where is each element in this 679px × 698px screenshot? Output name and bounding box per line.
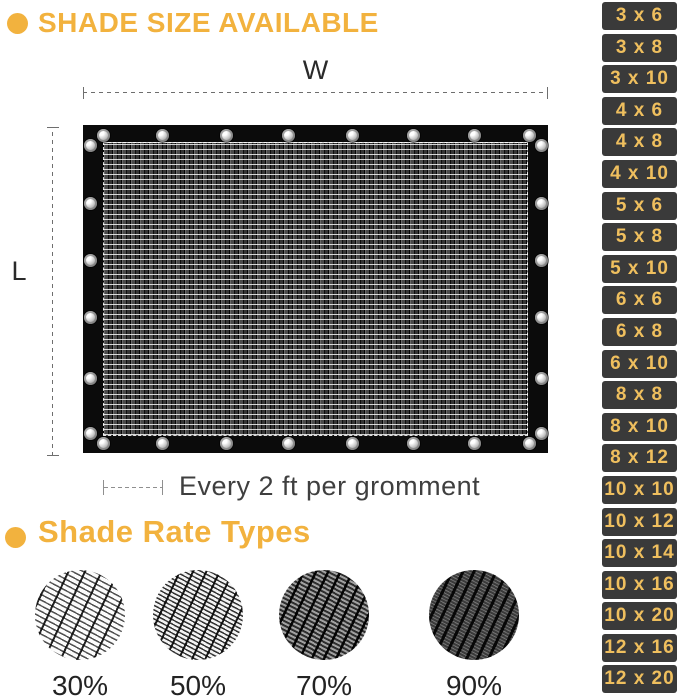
grommet-icon — [535, 311, 548, 324]
size-badge: 10 x 10 — [602, 476, 677, 504]
grommet-icon — [282, 129, 295, 142]
grommet-icon — [535, 372, 548, 385]
grommet-icon — [535, 197, 548, 210]
grommet-icon — [282, 437, 295, 450]
grommet-icon — [346, 129, 359, 142]
grommet-icon — [156, 129, 169, 142]
grommet-icon — [468, 437, 481, 450]
size-badge: 10 x 12 — [602, 508, 677, 536]
size-badge: 3 x 6 — [602, 2, 677, 30]
grommet-icon — [84, 427, 97, 440]
size-badge: 8 x 8 — [602, 381, 677, 409]
grommet-icon — [523, 129, 536, 142]
grommet-icon — [97, 129, 110, 142]
grommet-icon — [523, 437, 536, 450]
length-dimension-line — [52, 127, 53, 456]
size-badge: 10 x 14 — [602, 539, 677, 567]
shade-rate-label: 90% — [445, 670, 503, 698]
width-dimension-line — [83, 92, 548, 93]
grommet-icon — [84, 372, 97, 385]
shade-sample-circle — [153, 570, 243, 660]
width-dimension-label: W — [302, 55, 329, 85]
size-badge: 6 x 10 — [602, 350, 677, 378]
size-badge: 10 x 20 — [602, 602, 677, 630]
shade-rate-item — [429, 570, 519, 698]
grommet-icon — [220, 437, 233, 450]
grommet-icon — [97, 437, 110, 450]
size-badge: 4 x 8 — [602, 128, 677, 156]
size-badge: 3 x 8 — [602, 34, 677, 62]
shade-rate-label: 30% — [51, 670, 109, 698]
grommet-icon — [407, 437, 420, 450]
shade-rate-label: 50% — [169, 670, 227, 698]
grommet-icon — [407, 129, 420, 142]
bullet-icon — [7, 13, 28, 34]
grommet-icon — [535, 139, 548, 152]
shade-sample-circle — [279, 570, 369, 660]
size-badge: 3 x 10 — [602, 65, 677, 93]
size-badge: 8 x 12 — [602, 444, 677, 472]
size-badge: 6 x 8 — [602, 318, 677, 346]
grommet-icon — [468, 129, 481, 142]
shade-net-illustration — [83, 125, 548, 453]
shade-rate-item — [153, 570, 243, 698]
grommet-icon — [156, 437, 169, 450]
size-badge: 8 x 10 — [602, 413, 677, 441]
size-badge: 10 x 16 — [602, 571, 677, 599]
shade-sample-circle — [35, 570, 125, 660]
size-badge: 5 x 10 — [602, 255, 677, 283]
grommet-spacing-note: Every 2 ft per gromment — [179, 471, 481, 501]
shade-rate-item — [279, 570, 369, 698]
size-badge: 5 x 6 — [602, 192, 677, 220]
grommet-icon — [84, 139, 97, 152]
size-badge: 12 x 16 — [602, 634, 677, 662]
grommet-icon — [535, 427, 548, 440]
shade-sample-circle — [429, 570, 519, 660]
mesh-texture — [103, 142, 528, 436]
size-list — [602, 2, 677, 693]
rate-section-title: Shade Rate Types — [38, 514, 311, 549]
size-badge: 4 x 10 — [602, 160, 677, 188]
bullet-icon — [5, 527, 26, 548]
size-badge: 12 x 20 — [602, 665, 677, 693]
grommet-icon — [535, 254, 548, 267]
length-dimension-label: L — [11, 256, 27, 286]
shade-rate-item — [35, 570, 125, 698]
grommet-icon — [84, 197, 97, 210]
shade-rate-label: 70% — [295, 670, 353, 698]
size-badge: 5 x 8 — [602, 223, 677, 251]
grommet-spacing-bracket — [103, 480, 163, 495]
grommet-icon — [84, 311, 97, 324]
size-badge: 4 x 6 — [602, 97, 677, 125]
size-section-title: SHADE SIZE AVAILABLE — [38, 7, 379, 38]
grommet-icon — [220, 129, 233, 142]
size-badge: 6 x 6 — [602, 286, 677, 314]
grommet-icon — [346, 437, 359, 450]
grommet-icon — [84, 254, 97, 267]
